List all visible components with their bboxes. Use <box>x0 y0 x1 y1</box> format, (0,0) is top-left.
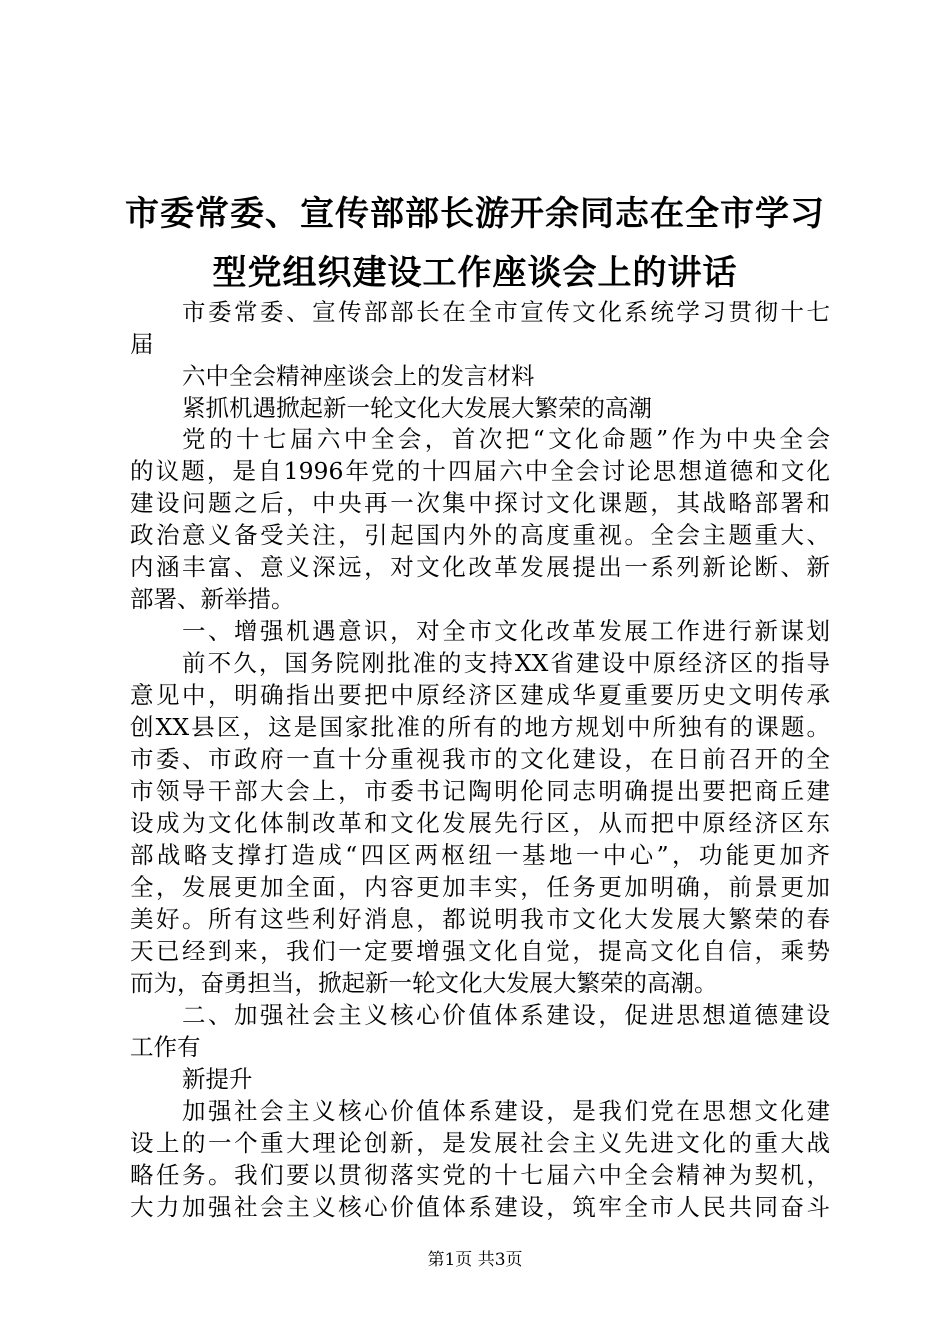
body-line: 内涵丰富、意义深远，对文化改革发展提出一系列新论断、新 <box>130 553 830 581</box>
section-heading-1: 一、增强机遇意识，对全市文化改革发展工作进行新谋划 <box>182 617 830 645</box>
body-line: 美好。所有这些利好消息，都说明我市文化大发展大繁荣的春 <box>130 905 830 933</box>
body-line: 届 <box>130 330 154 358</box>
body-line: 部署、新举措。 <box>130 585 295 613</box>
body-line: 六中全会精神座谈会上的发言材料 <box>182 362 535 390</box>
body-line: 工作有 <box>130 1033 201 1061</box>
body-line: 大力加强社会主义核心价值体系建设，筑牢全市人民共同奋斗 <box>130 1193 830 1221</box>
body-line: 设上的一个重大理论创新，是发展社会主义先进文化的重大战 <box>130 1129 830 1157</box>
page-number-footer: 第1页 共3页 <box>427 1250 523 1270</box>
body-line: 天已经到来，我们一定要增强文化自觉，提高文化自信，乘势 <box>130 937 830 965</box>
body-line: 新提升 <box>182 1065 253 1093</box>
body-line: 部战略支撑打造成“四区两枢纽一基地一中心”，功能更加齐 <box>130 841 830 869</box>
body-line: 的议题，是自1996年党的十四届六中全会讨论思想道德和文化 <box>130 457 830 485</box>
document-title-line-2: 型党组织建设工作座谈会上的讲话 <box>212 253 738 293</box>
body-line: 建设问题之后，中央再一次集中探讨文化课题，其战略部署和 <box>130 489 830 517</box>
document-title-line-1: 市委常委、宣传部部长游开余同志在全市学习 <box>125 194 825 234</box>
body-line: 创XX县区，这是国家批准的所有的地方规划中所独有的课题。 <box>130 713 830 741</box>
body-line: 略任务。我们要以贯彻落实党的十七届六中全会精神为契机， <box>130 1161 830 1189</box>
body-line: 全，发展更加全面，内容更加丰实，任务更加明确，前景更加 <box>130 873 830 901</box>
body-line: 意见中，明确指出要把中原经济区建成华夏重要历史文明传承 <box>130 681 830 709</box>
body-line: 党的十七届六中全会，首次把“文化命题”作为中央全会 <box>182 425 830 453</box>
body-line: 政治意义备受关注，引起国内外的高度重视。全会主题重大、 <box>130 521 830 549</box>
body-line: 而为，奋勇担当，掀起新一轮文化大发展大繁荣的高潮。 <box>130 969 718 997</box>
body-line: 市委、市政府一直十分重视我市的文化建设，在日前召开的全 <box>130 745 830 773</box>
section-heading-2: 二、加强社会主义核心价值体系建设，促进思想道德建设 <box>182 1001 830 1029</box>
body-line: 设成为文化体制改革和文化发展先行区，从而把中原经济区东 <box>130 809 830 837</box>
body-line: 市领导干部大会上，市委书记陶明伦同志明确提出要把商丘建 <box>130 777 830 805</box>
body-line: 紧抓机遇掀起新一轮文化大发展大繁荣的高潮 <box>182 394 652 422</box>
body-line: 前不久，国务院刚批准的支持XX省建设中原经济区的指导 <box>182 649 830 677</box>
body-line: 加强社会主义核心价值体系建设，是我们党在思想文化建 <box>182 1097 830 1125</box>
body-line: 市委常委、宣传部部长在全市宣传文化系统学习贯彻十七 <box>182 298 830 326</box>
